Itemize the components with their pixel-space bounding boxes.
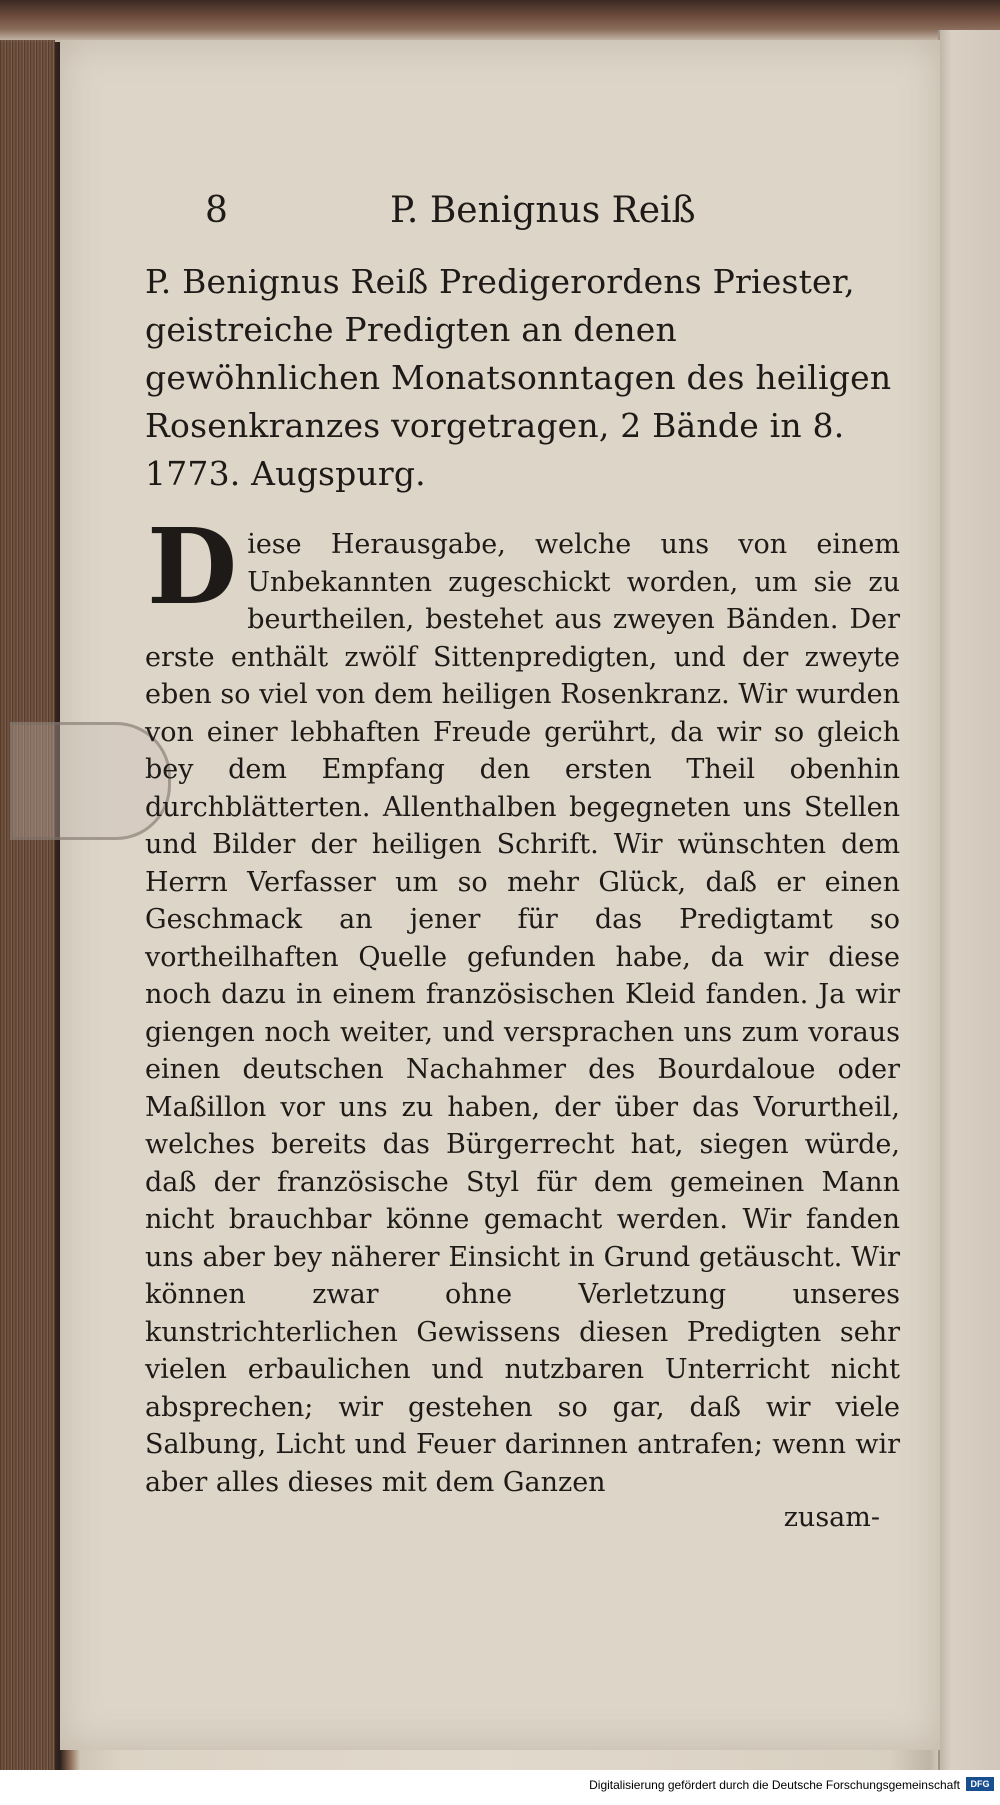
review-text: iese Herausgabe, welche uns von einem Unbekannten zugeschickt worden, um sie zu beurtheilen, bestehet aus zweyen Bänden. Der erste enthält zwölf Sittenpredigten, und der zweyte eben so viel von dem heiligen Rosenkranz. Wir wurden von einer lebhaften Freude gerührt, da wir so gleich bey dem Empfang den ersten Theil obenhin durchblätterten. Allenthalben begegneten uns Stellen und Bilder der heiligen Schrift. Wir wünschten dem Herrn Verfasser um so mehr Glück, daß er einen Geschmack an jener für das Predigtamt so vortheilhaften Quelle gefunden habe, da wir diese noch dazu in einem französischen Kleid fanden. Ja wir giengen noch weiter, und versprachen uns zum voraus einen deutschen Nachahmer des Bourdaloue oder Maßillon vor uns zu haben, der über das Vorurtheil, welches bereits das Bürgerrecht hat, siegen würde, daß der französische Styl für dem gemeinen Mann nicht brauchbar könne gemacht werden. Wir fanden uns aber bey näherer Einsicht in Grund getäuscht. Wir können zwar ohne Verletzung unseres kunstrichterlichen Gewissens diesen Predigten sehr vielen erbaulichen und nutzbaren Unterricht nicht absprechen; wir gestehen so gar, daß wir viele Salbung, Licht und Feuer darinnen antrafen; wenn wir aber alles dieses mit dem Ganzen xyxy=(145,529,900,1498)
book-entry-citation: P. Benignus Reiß Predigerordens Priester, geistreiche Predigten an denen gewöhnlichen Monatsonntagen des heiligen Rosenkranzes vorgetragen, 2 Bände in 8. 1773. Augspurg. xyxy=(145,262,892,493)
digitization-footer xyxy=(0,1770,1000,1805)
page-text-block xyxy=(145,190,900,1533)
running-head xyxy=(145,190,900,250)
running-head-title: P. Benignus Reiß xyxy=(390,190,696,231)
book-top-edge xyxy=(0,0,1000,42)
funding-credit: Digitalisierung gefördert durch die Deutsche Forschungsgemeinschaft xyxy=(589,1778,960,1792)
book-left-page-stack xyxy=(0,40,55,1770)
page-number: 8 xyxy=(205,190,228,231)
catchword: zusam- xyxy=(783,1502,880,1533)
book-right-page-edge xyxy=(938,30,1000,1770)
dropcap-initial: D xyxy=(147,505,238,628)
review-paragraph xyxy=(145,505,900,1501)
dfg-logo: DFG xyxy=(966,1777,994,1791)
